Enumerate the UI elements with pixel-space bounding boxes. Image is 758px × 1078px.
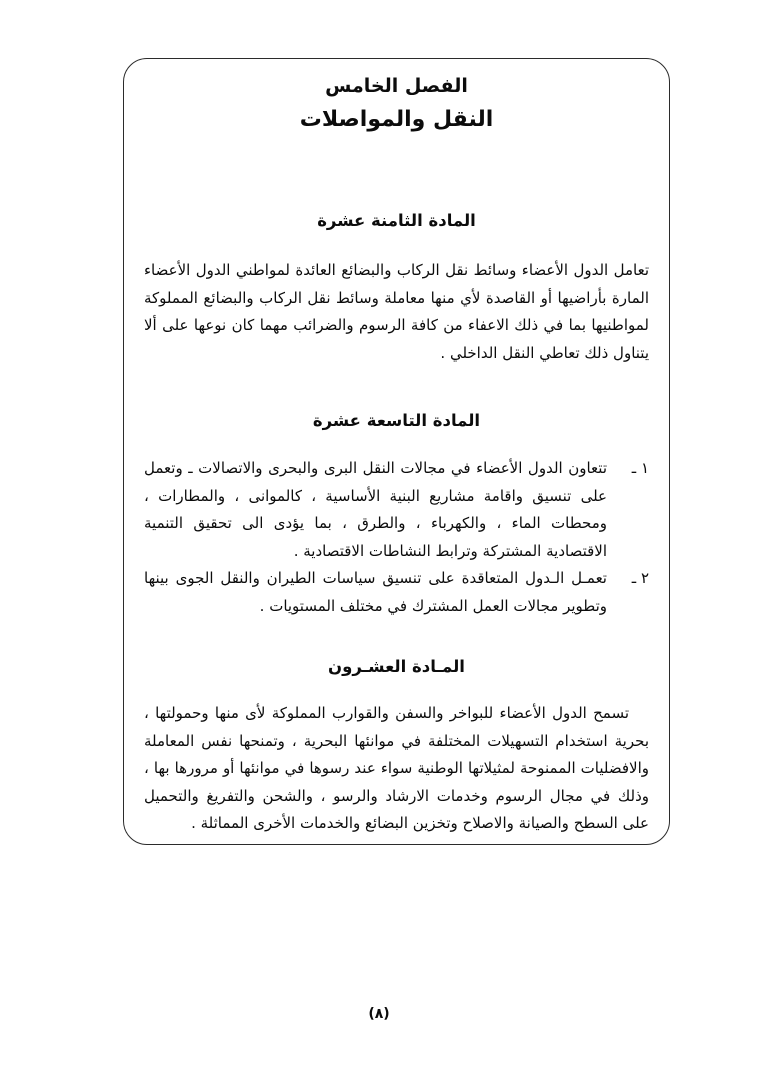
article-18-heading: المادة الثامنة عشرة bbox=[317, 211, 476, 230]
article-19-list bbox=[144, 455, 649, 620]
chapter-subtitle: النقل والمواصلات bbox=[299, 107, 494, 132]
article-18-text: تعامل الدول الأعضاء وسائط نقل الركاب والبضائع العائدة لمواطني الدول الأعضاء المارة بأراضيها أو القاصدة لأي منها معاملة وسائط نقل الركاب والبضائع المملوكة لمواطنيها بما في ذلك الاعفاء من كافة الرسوم والضرائب مهما كان نوعها على ألا يتناول ذلك تعاطي النقل الداخلي . bbox=[144, 261, 649, 362]
chapter-title: الفصل الخامس bbox=[325, 75, 468, 97]
article-19-heading: المادة التاسعة عشرة bbox=[312, 411, 481, 430]
list-item-text: تعمـل الـدول المتعاقدة على تنسيق سياسات الطيران والنقل الجوى بينها وتطوير مجالات العمل المشترك في مختلف المستويات . bbox=[144, 569, 607, 615]
list-item bbox=[144, 565, 649, 620]
page-number: (٨) bbox=[368, 1006, 390, 1022]
list-item-text: تتعاون الدول الأعضاء في مجالات النقل البرى والبحرى والاتصالات ـ وتعمل على تنسيق واقامة مشاريع البنية الأساسية ، كالموانى ، والمطارات ، ومحطات الماء ، والكهرباء ، والطرق ، بما يؤدى الى تحقيق التنمية الاقتصادية المشتركة وترابط النشاطات الاقتصادية . bbox=[144, 459, 607, 560]
article-20-heading: المـادة العشـرون bbox=[328, 657, 465, 676]
list-item-number: ١ ـ bbox=[631, 459, 649, 477]
list-item bbox=[144, 455, 649, 565]
article-20-text: تسمح الدول الأعضاء للبواخر والسفن والقوارب المملوكة لأى منها وحمولتها ، بحرية استخدام التسهيلات المختلفة في موانئها البحرية ، وتمنحها نفس المعاملة والافضليات الممنوحة لمثيلاتها الوطنية سواء عند رسوها في موانئها أو مرورها بها ، وذلك في مجال الرسوم وخدمات الارشاد والرسو ، والشحن والتفريغ والتحميل على السطح والصيانة والاصلاح وتخزين البضائع والخدمات الأخرى المماثلة . bbox=[144, 704, 649, 832]
page-border-frame bbox=[123, 58, 670, 845]
list-item-number: ٢ ـ bbox=[631, 569, 649, 587]
